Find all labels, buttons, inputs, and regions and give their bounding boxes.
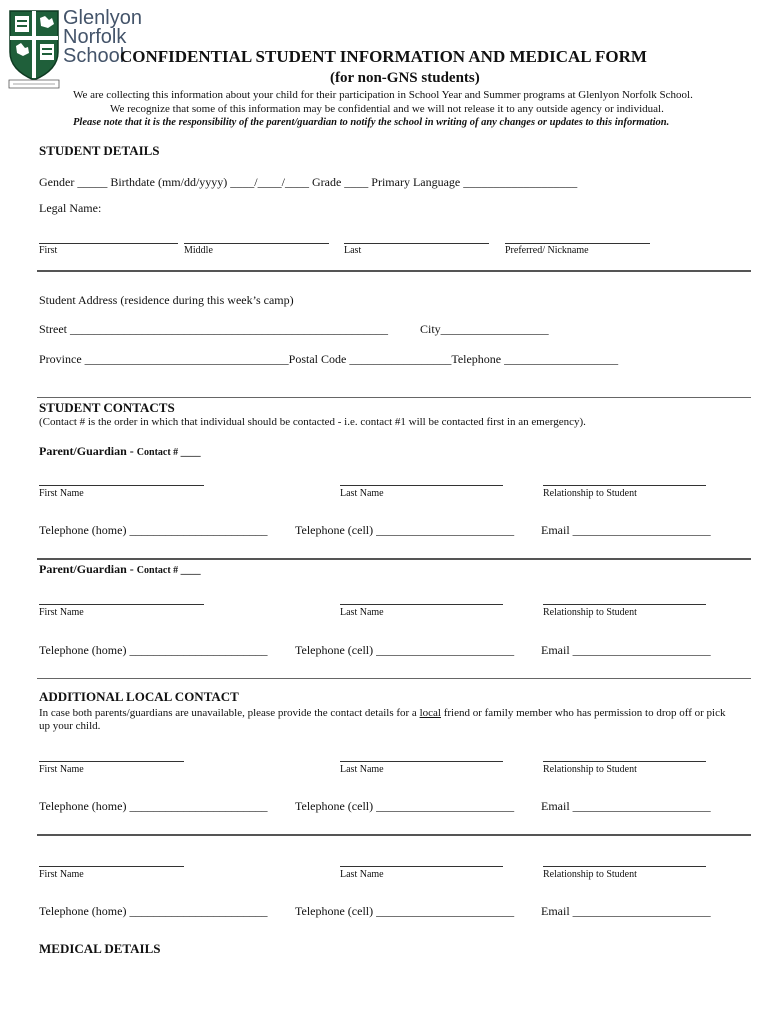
caption-last-name: Last Name (340, 607, 384, 618)
additional-note-local: local (419, 707, 441, 719)
first-name-line[interactable] (39, 604, 204, 605)
middle-name-line[interactable] (184, 243, 329, 244)
section-divider (37, 270, 751, 272)
additional-note-line-2: up your child. (39, 720, 101, 732)
last-name-line[interactable] (344, 243, 489, 244)
telephone-cell-field[interactable]: Telephone (cell) _______________________ (295, 523, 515, 537)
email-field[interactable]: Email _______________________ (541, 799, 711, 813)
first-name-line[interactable] (39, 243, 178, 244)
additional-note-text: In case both parents/guardians are unavailable, please provide the contact details for a (39, 707, 420, 719)
telephone-home-field[interactable]: Telephone (home) _______________________ (39, 643, 268, 657)
caption-relationship: Relationship to Student (543, 607, 637, 618)
caption-last: Last (344, 245, 362, 256)
caption-first-name: First Name (39, 764, 84, 775)
section-heading-student-contacts: STUDENT CONTACTS (39, 400, 175, 415)
address-label: Student Address (residence during this week’s camp) (39, 293, 294, 307)
parent-guardian-text: Parent/Guardian - (39, 444, 137, 458)
relationship-line[interactable] (543, 761, 706, 762)
form-subtitle: (for non-GNS students) (330, 70, 480, 86)
section-heading-student-details: STUDENT DETAILS (39, 143, 160, 158)
relationship-line[interactable] (543, 485, 706, 486)
section-divider (37, 397, 751, 398)
telephone-cell-field[interactable]: Telephone (cell) _______________________ (295, 904, 515, 918)
telephone-home-field[interactable]: Telephone (home) _______________________ (39, 799, 268, 813)
caption-relationship: Relationship to Student (543, 869, 637, 880)
telephone-home-field[interactable]: Telephone (home) _______________________ (39, 904, 268, 918)
additional-note-text: friend or family member who has permission to drop off or pick (440, 707, 726, 719)
relationship-line[interactable] (543, 604, 706, 605)
section-heading-additional-contact: ADDITIONAL LOCAL CONTACT (39, 689, 239, 704)
caption-middle: Middle (184, 245, 213, 256)
relationship-line[interactable] (543, 866, 706, 867)
intro-line-1: We are collecting this information about your child for their participation in School Year and Summer programs at Glenlyon Norfolk School. (73, 89, 693, 101)
last-name-line[interactable] (340, 604, 503, 605)
caption-first-name: First Name (39, 869, 84, 880)
parent-guardian-label-2 (39, 562, 201, 577)
email-field[interactable]: Email _______________________ (541, 643, 711, 657)
last-name-line[interactable] (340, 761, 503, 762)
section-divider (37, 558, 751, 560)
email-field[interactable]: Email _______________________ (541, 904, 711, 918)
additional-note-line-1 (39, 707, 725, 719)
city-field[interactable]: City__________________ (420, 322, 549, 336)
school-logo (7, 7, 142, 92)
section-divider (37, 834, 751, 836)
caption-first: First (39, 245, 58, 256)
telephone-cell-field[interactable]: Telephone (cell) _______________________ (295, 643, 515, 657)
caption-last-name: Last Name (340, 488, 384, 499)
street-field[interactable]: Street _____________________________________________________ (39, 322, 388, 336)
first-name-line[interactable] (39, 485, 204, 486)
form-title: CONFIDENTIAL STUDENT INFORMATION AND MEDICAL FORM (120, 47, 647, 66)
nickname-line[interactable] (505, 243, 650, 244)
contact-number-field[interactable]: Contact # ____ (136, 447, 201, 458)
intro-line-2: We recognize that some of this information may be confidential and we will not release it to any outside agency or individual. (110, 103, 664, 115)
telephone-cell-field[interactable]: Telephone (cell) _______________________ (295, 799, 515, 813)
email-field[interactable]: Email _______________________ (541, 523, 711, 537)
parent-guardian-text: Parent/Guardian - (39, 562, 137, 576)
caption-preferred: Preferred/ Nickname (505, 245, 589, 256)
school-crest-icon (7, 8, 61, 92)
parent-guardian-label-1 (39, 444, 201, 459)
province-postal-telephone-row[interactable]: Province __________________________________Postal Code _________________Telephone ___________________ (39, 352, 619, 366)
logo-word-3: School (63, 45, 125, 67)
last-name-line[interactable] (340, 866, 503, 867)
last-name-line[interactable] (340, 485, 503, 486)
caption-first-name: First Name (39, 488, 84, 499)
first-name-line[interactable] (39, 866, 184, 867)
caption-relationship: Relationship to Student (543, 488, 637, 499)
caption-first-name: First Name (39, 607, 84, 618)
logo-word-2: Norfolk (63, 26, 127, 48)
caption-relationship: Relationship to Student (543, 764, 637, 775)
section-heading-medical-details: MEDICAL DETAILS (39, 941, 161, 956)
telephone-home-field[interactable]: Telephone (home) _______________________ (39, 523, 268, 537)
intro-notice: Please note that it is the responsibility of the parent/guardian to notify the school in writing of any changes or updates to this information. (73, 117, 670, 128)
student-details-row[interactable]: Gender _____ Birthdate (mm/dd/yyyy) ____/____/____ Grade ____ Primary Language ___________________ (39, 175, 578, 189)
contacts-note: (Contact # is the order in which that individual should be contacted - i.e. contact #1 will be contacted first in an emergency). (39, 416, 586, 428)
legal-name-label: Legal Name: (39, 201, 102, 215)
caption-last-name: Last Name (340, 869, 384, 880)
first-name-line[interactable] (39, 761, 184, 762)
logo-word-1: Glenlyon (63, 7, 142, 29)
section-divider (37, 678, 751, 679)
caption-last-name: Last Name (340, 764, 384, 775)
contact-number-field[interactable]: Contact # ____ (136, 565, 201, 576)
